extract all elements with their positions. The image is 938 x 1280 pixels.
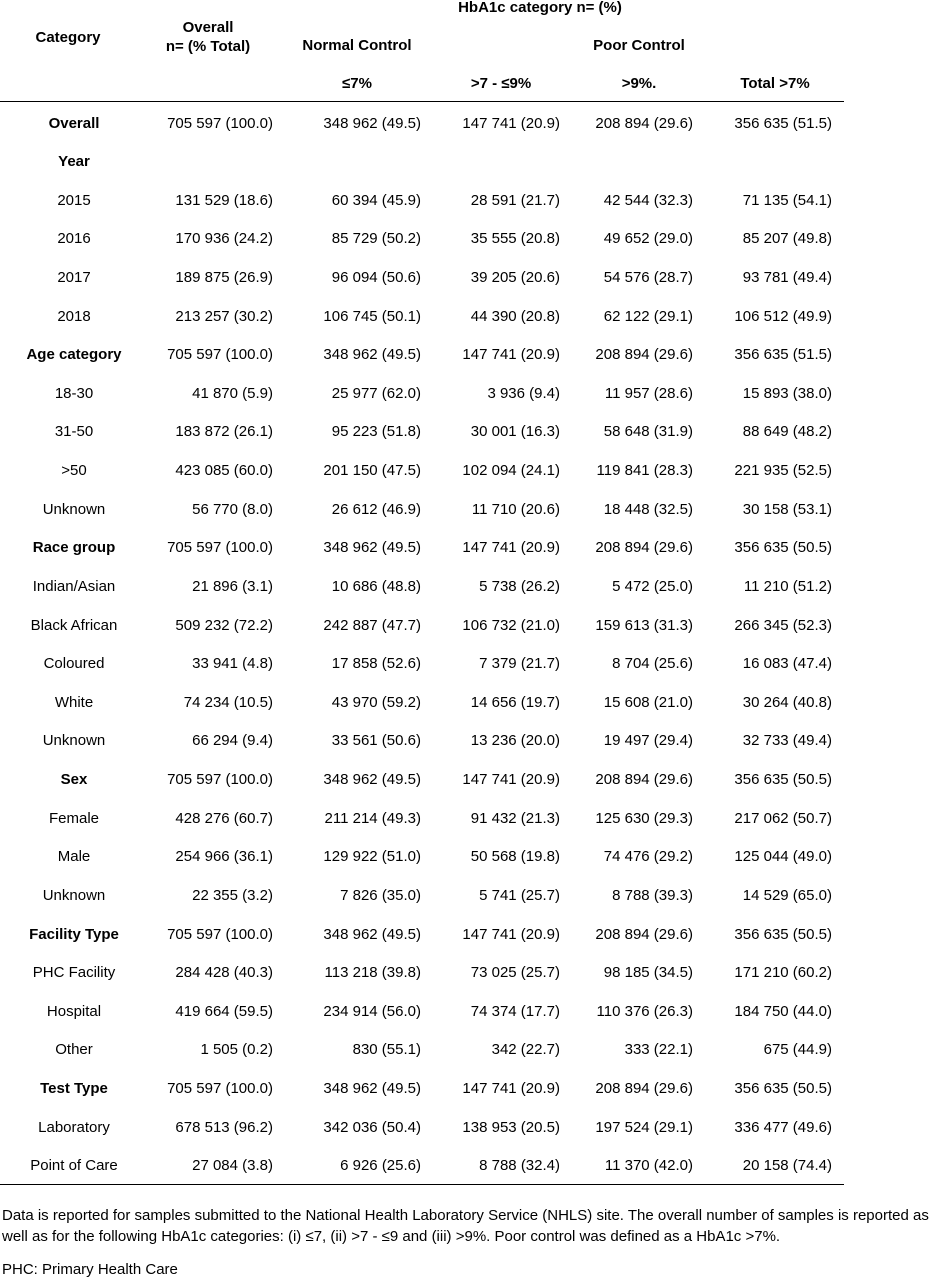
cell-gt7-le9: 39 205 (20.6) [470, 268, 560, 286]
cell-gt7-le9: 147 741 (20.9) [462, 925, 560, 943]
row-category-label: Unknown [42, 732, 106, 750]
table-row [0, 992, 844, 1031]
cell-le7: 348 962 (49.5) [323, 771, 421, 789]
cell-gt7-le9: 102 094 (24.1) [462, 462, 560, 480]
table-row [0, 567, 844, 606]
table-row [0, 1108, 844, 1147]
cell-overall: 705 597 (100.0) [167, 925, 273, 943]
cell-overall: 423 085 (60.0) [175, 462, 273, 480]
cell-gt9: 208 894 (29.6) [595, 346, 693, 364]
row-category-label: Age category [26, 346, 122, 364]
cell-total-gt7: 356 635 (50.5) [734, 771, 832, 789]
cell-total-gt7: 184 750 (44.0) [734, 1002, 832, 1020]
cell-gt7-le9: 30 001 (16.3) [470, 423, 560, 441]
cell-gt9: 49 652 (29.0) [603, 230, 693, 248]
cell-gt7-le9: 14 656 (19.7) [470, 693, 560, 711]
cell-overall: 56 770 (8.0) [192, 500, 273, 518]
table-row [0, 1069, 844, 1108]
cell-total-gt7: 356 635 (50.5) [734, 925, 832, 943]
cell-le7: 10 686 (48.8) [331, 577, 421, 595]
cell-le7: 830 (55.1) [352, 1041, 421, 1059]
header-poor-control: Poor Control [593, 37, 685, 54]
row-category-label: Point of Care [30, 1157, 118, 1175]
cell-le7: 348 962 (49.5) [323, 346, 421, 364]
row-category-label: Sex [60, 771, 88, 789]
row-category-label: Overall [48, 114, 100, 132]
cell-overall: 66 294 (9.4) [192, 732, 273, 750]
table-row [0, 799, 844, 838]
row-category-label: 31-50 [54, 423, 94, 441]
header-total-gt7: Total >7% [740, 75, 810, 92]
cell-le7: 348 962 (49.5) [323, 114, 421, 132]
cell-le7: 129 922 (51.0) [323, 848, 421, 866]
cell-overall: 183 872 (26.1) [175, 423, 273, 441]
cell-gt7-le9: 7 379 (21.7) [479, 655, 560, 673]
cell-total-gt7: 675 (44.9) [763, 1041, 832, 1059]
abbreviation-note: PHC: Primary Health Care [2, 1261, 178, 1278]
cell-gt9: 208 894 (29.6) [595, 925, 693, 943]
cell-overall: 419 664 (59.5) [175, 1002, 273, 1020]
table-row [0, 258, 844, 297]
cell-gt7-le9: 91 432 (21.3) [470, 809, 560, 827]
cell-overall: 705 597 (100.0) [167, 114, 273, 132]
cell-gt9: 8 704 (25.6) [612, 655, 693, 673]
cell-gt7-le9: 74 374 (17.7) [470, 1002, 560, 1020]
cell-total-gt7: 30 264 (40.8) [742, 693, 832, 711]
cell-total-gt7: 106 512 (49.9) [734, 307, 832, 325]
cell-overall: 131 529 (18.6) [175, 191, 273, 209]
header-rule [0, 101, 844, 102]
cell-gt9: 159 613 (31.3) [595, 616, 693, 634]
cell-gt7-le9: 5 741 (25.7) [479, 886, 560, 904]
row-category-label: White [54, 693, 94, 711]
cell-total-gt7: 93 781 (49.4) [742, 268, 832, 286]
cell-total-gt7: 14 529 (65.0) [742, 886, 832, 904]
cell-gt7-le9: 147 741 (20.9) [462, 771, 560, 789]
cell-total-gt7: 356 635 (50.5) [734, 1080, 832, 1097]
table-row [0, 335, 844, 374]
cell-total-gt7: 356 635 (51.5) [734, 114, 832, 132]
cell-gt7-le9: 147 741 (20.9) [462, 114, 560, 132]
cell-gt9: 5 472 (25.0) [612, 577, 693, 595]
table-row [0, 528, 844, 567]
cell-gt9: 18 448 (32.5) [603, 500, 693, 518]
cell-total-gt7: 30 158 (53.1) [742, 500, 832, 518]
header-gt9: >9%. [621, 75, 657, 92]
cell-overall: 705 597 (100.0) [167, 1080, 273, 1097]
cell-gt7-le9: 342 (22.7) [491, 1041, 560, 1059]
row-category-label: Indian/Asian [32, 577, 116, 595]
cell-le7: 348 962 (49.5) [323, 539, 421, 557]
cell-overall: 22 355 (3.2) [192, 886, 273, 904]
cell-gt9: 125 630 (29.3) [595, 809, 693, 827]
row-category-label: Female [48, 809, 100, 827]
row-category-label: 18-30 [54, 384, 94, 402]
row-category-label: >50 [61, 462, 87, 480]
cell-overall: 1 505 (0.2) [200, 1041, 273, 1059]
cell-overall: 705 597 (100.0) [167, 771, 273, 789]
cell-le7: 348 962 (49.5) [323, 1080, 421, 1097]
table-row [0, 490, 844, 529]
row-category-label: Male [57, 848, 91, 866]
cell-le7: 85 729 (50.2) [331, 230, 421, 248]
cell-overall: 33 941 (4.8) [192, 655, 273, 673]
cell-gt7-le9: 13 236 (20.0) [470, 732, 560, 750]
table-row [0, 297, 844, 336]
cell-gt7-le9: 28 591 (21.7) [470, 191, 560, 209]
cell-gt9: 74 476 (29.2) [603, 848, 693, 866]
cell-total-gt7: 16 083 (47.4) [742, 655, 832, 673]
table-row [0, 721, 844, 760]
table-row [0, 644, 844, 683]
cell-gt9: 110 376 (26.3) [596, 1002, 693, 1020]
cell-gt9: 208 894 (29.6) [595, 1080, 693, 1097]
cell-le7: 17 858 (52.6) [331, 655, 421, 673]
row-category-label: PHC Facility [32, 964, 116, 982]
table-row [0, 876, 844, 915]
cell-overall: 21 896 (3.1) [192, 577, 273, 595]
row-category-label: Race group [32, 539, 116, 557]
cell-le7: 96 094 (50.6) [331, 268, 421, 286]
cell-gt9: 11 370 (42.0) [604, 1157, 693, 1175]
cell-gt9: 333 (22.1) [624, 1041, 693, 1059]
cell-le7: 211 214 (49.3) [324, 809, 421, 827]
cell-gt9: 119 841 (28.3) [596, 462, 693, 480]
row-category-label: Coloured [43, 655, 105, 673]
cell-total-gt7: 20 158 (74.4) [742, 1157, 832, 1175]
table-row [0, 837, 844, 876]
cell-total-gt7: 221 935 (52.5) [734, 462, 832, 480]
table-row [0, 1146, 844, 1185]
row-category-label: Test Type [40, 1080, 108, 1097]
header-gt7-le9: >7 - ≤9% [470, 75, 532, 92]
cell-gt9: 42 544 (32.3) [603, 191, 693, 209]
cell-le7: 33 561 (50.6) [331, 732, 421, 750]
table-row [0, 606, 844, 645]
cell-overall: 189 875 (26.9) [175, 268, 273, 286]
cell-overall: 213 257 (30.2) [175, 307, 273, 325]
cell-overall: 74 234 (10.5) [183, 693, 273, 711]
cell-gt7-le9: 73 025 (25.7) [470, 964, 560, 982]
cell-overall: 509 232 (72.2) [175, 616, 273, 634]
row-category-label: Year [58, 153, 90, 171]
cell-total-gt7: 32 733 (49.4) [742, 732, 832, 750]
cell-le7: 26 612 (46.9) [331, 500, 421, 518]
cell-gt9: 8 788 (39.3) [612, 886, 693, 904]
cell-le7: 106 745 (50.1) [323, 307, 421, 325]
cell-gt7-le9: 5 738 (26.2) [479, 577, 560, 595]
table-footnote: Data is reported for samples submitted to the National Health Laboratory Service (NHLS) site. The overall number of samples is reported as well as for the following HbA1c categories: (i) ≤7, (ii) >7 - ≤9 and (iii) >9%. Poor control was defined as a HbA1c >7%. [2, 1207, 929, 1245]
cell-gt9: 208 894 (29.6) [595, 539, 693, 557]
cell-total-gt7: 15 893 (38.0) [742, 384, 832, 402]
cell-gt9: 15 608 (21.0) [603, 693, 693, 711]
cell-overall: 428 276 (60.7) [175, 809, 273, 827]
header-overall-line2: n= (% Total) [165, 38, 251, 55]
header-overall-line1: Overall [182, 19, 234, 36]
table-row [0, 104, 844, 143]
cell-gt9: 208 894 (29.6) [595, 114, 693, 132]
row-category-label: Unknown [42, 886, 106, 904]
cell-gt9: 19 497 (29.4) [603, 732, 693, 750]
cell-total-gt7: 11 210 (51.2) [743, 577, 832, 595]
cell-gt7-le9: 106 732 (21.0) [462, 616, 560, 634]
cell-gt7-le9: 8 788 (32.4) [479, 1157, 560, 1175]
cell-overall: 254 966 (36.1) [175, 848, 273, 866]
cell-total-gt7: 217 062 (50.7) [734, 809, 832, 827]
header-category: Category [35, 29, 101, 46]
cell-gt9: 11 957 (28.6) [604, 384, 693, 402]
cell-gt9: 58 648 (31.9) [603, 423, 693, 441]
row-category-label: Facility Type [29, 925, 119, 943]
cell-total-gt7: 356 635 (51.5) [734, 346, 832, 364]
cell-total-gt7: 266 345 (52.3) [734, 616, 832, 634]
cell-overall: 705 597 (100.0) [167, 346, 273, 364]
row-category-label: 2018 [57, 307, 91, 325]
row-category-label: Unknown [42, 500, 106, 518]
row-category-label: 2017 [57, 268, 91, 286]
row-category-label: Laboratory [38, 1118, 110, 1136]
cell-gt9: 208 894 (29.6) [595, 771, 693, 789]
table-row [0, 142, 844, 181]
cell-overall: 27 084 (3.8) [192, 1157, 273, 1175]
cell-gt7-le9: 147 741 (20.9) [462, 346, 560, 364]
table-row [0, 219, 844, 258]
cell-total-gt7: 171 210 (60.2) [734, 964, 832, 982]
cell-total-gt7: 336 477 (49.6) [734, 1118, 832, 1136]
header-normal-control: Normal Control [302, 37, 412, 54]
cell-total-gt7: 356 635 (50.5) [734, 539, 832, 557]
row-category-label: 2016 [57, 230, 91, 248]
cell-gt7-le9: 50 568 (19.8) [470, 848, 560, 866]
cell-total-gt7: 85 207 (49.8) [742, 230, 832, 248]
table-row [0, 1030, 844, 1069]
cell-total-gt7: 125 044 (49.0) [734, 848, 832, 866]
cell-le7: 342 036 (50.4) [323, 1118, 421, 1136]
cell-gt9: 62 122 (29.1) [603, 307, 693, 325]
table-row [0, 915, 844, 954]
cell-le7: 95 223 (51.8) [331, 423, 421, 441]
cell-gt7-le9: 138 953 (20.5) [462, 1118, 560, 1136]
cell-gt7-le9: 44 390 (20.8) [470, 307, 560, 325]
cell-le7: 60 394 (45.9) [331, 191, 421, 209]
cell-gt9: 98 185 (34.5) [603, 964, 693, 982]
cell-overall: 284 428 (40.3) [175, 964, 273, 982]
row-category-label: 2015 [57, 191, 91, 209]
cell-le7: 113 218 (39.8) [324, 964, 421, 982]
cell-gt7-le9: 11 710 (20.6) [471, 500, 560, 518]
cell-le7: 25 977 (62.0) [331, 384, 421, 402]
table-bottom-rule [0, 1184, 844, 1185]
cell-gt7-le9: 147 741 (20.9) [462, 539, 560, 557]
cell-le7: 242 887 (47.7) [323, 616, 421, 634]
cell-overall: 678 513 (96.2) [175, 1118, 273, 1136]
header-hba1c-group: HbA1c category n= (%) [458, 0, 622, 16]
table-row [0, 451, 844, 490]
table-row [0, 760, 844, 799]
cell-gt7-le9: 35 555 (20.8) [470, 230, 560, 248]
cell-gt9: 54 576 (28.7) [603, 268, 693, 286]
cell-le7: 43 970 (59.2) [331, 693, 421, 711]
cell-le7: 201 150 (47.5) [323, 462, 421, 480]
cell-le7: 348 962 (49.5) [323, 925, 421, 943]
cell-overall: 41 870 (5.9) [192, 384, 273, 402]
cell-total-gt7: 71 135 (54.1) [742, 191, 832, 209]
cell-overall: 170 936 (24.2) [175, 230, 273, 248]
cell-gt7-le9: 3 936 (9.4) [487, 384, 560, 402]
cell-le7: 234 914 (56.0) [323, 1002, 421, 1020]
table-row [0, 953, 844, 992]
table-row [0, 181, 844, 220]
table-row [0, 683, 844, 722]
cell-le7: 7 826 (35.0) [340, 886, 421, 904]
row-category-label: Black African [30, 616, 118, 634]
cell-overall: 705 597 (100.0) [167, 539, 273, 557]
cell-gt9: 197 524 (29.1) [595, 1118, 693, 1136]
table-row [0, 374, 844, 413]
cell-le7: 6 926 (25.6) [340, 1157, 421, 1175]
row-category-label: Other [55, 1041, 93, 1059]
table-row [0, 412, 844, 451]
row-category-label: Hospital [46, 1002, 102, 1020]
header-le7: ≤7% [342, 75, 372, 92]
cell-gt7-le9: 147 741 (20.9) [462, 1080, 560, 1097]
cell-total-gt7: 88 649 (48.2) [742, 423, 832, 441]
